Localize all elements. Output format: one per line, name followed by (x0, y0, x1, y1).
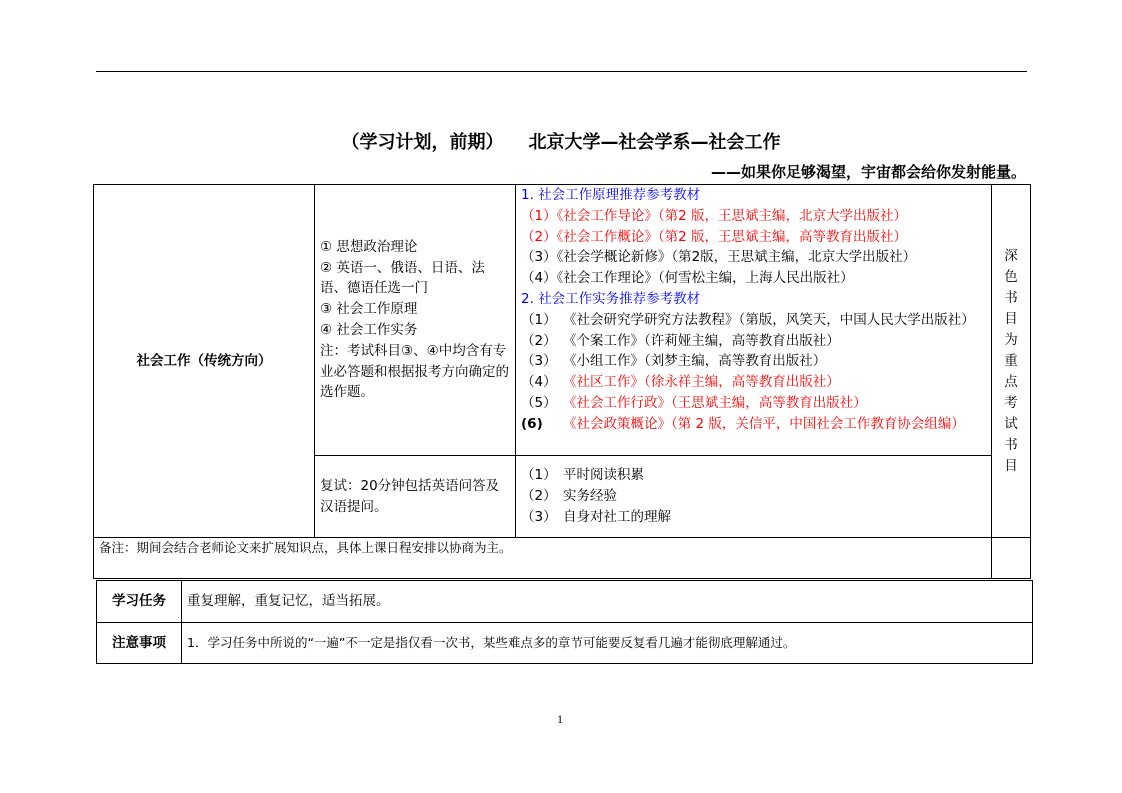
subject: ① 思想政治理论 (320, 238, 418, 255)
list-item (521, 393, 986, 414)
book-item: （3）《社会学概论新修》（第2版，王思斌主编，北京大学出版社） (521, 249, 917, 266)
item-text: 《个案工作》（许莉娅主编，高等教育出版社） (563, 332, 840, 349)
item-text: 实务经验 (563, 488, 617, 505)
task-table (96, 580, 1033, 664)
item-text: 平时阅读积累 (563, 467, 644, 484)
list-item (521, 465, 986, 486)
item-number: （5） (521, 394, 557, 411)
item-text: 《小组工作》（刘梦主编，高等教育出版社） (563, 353, 827, 370)
major-cell: 社会工作（传统方向） (94, 185, 315, 538)
empty-cell (992, 538, 1031, 579)
retest-cell: 复试：20分钟包括英语问答及汉语提问。 (315, 456, 516, 538)
list-item (521, 372, 986, 393)
item-text: 《社会研究学研究方法教程》（第版，风笑天，中国人民大学出版社） (563, 311, 975, 328)
motto: ——如果你足够渴望，宇宙都会给你发射能量。 (710, 163, 1026, 181)
task-label: 学习任务 (97, 581, 182, 623)
subject: ② 英语一、俄语、日语、法语、德语任选一门 (320, 259, 485, 297)
remark: 备注：期间会结合老师论文来扩展知识点，具体上课日程安排以协商为主。 (94, 538, 992, 579)
item-number: （3） (521, 353, 557, 370)
list-item (521, 507, 986, 528)
notes-text: 1．学习任务中所说的“一遍”不一定是指仅看一次书，某些难点多的章节可能要反复看几遍才能彻底理解通过。 (182, 623, 1033, 664)
item-text: 《社会政策概论》（第 2 版，关信平，中国社会工作教育协会组编） (563, 415, 965, 432)
item-number: （2） (521, 332, 557, 349)
list-item (521, 310, 986, 331)
item-text: 自身对社工的理解 (563, 508, 671, 525)
page-number: 1 (557, 712, 563, 726)
subjects-cell (315, 185, 516, 456)
item-number: （1） (521, 311, 557, 328)
item-number: （3） (521, 508, 557, 525)
item-text: 《社会工作行政》（王思斌主编，高等教育出版社） (563, 394, 867, 411)
plan-table (93, 184, 1031, 579)
subject: ④ 社会工作实务 (320, 322, 418, 338)
list-item (521, 414, 986, 435)
side-note: 深色书目为重点考试书目 (992, 185, 1031, 538)
header-rule (96, 71, 1027, 72)
notes-label: 注意事项 (97, 623, 182, 664)
item-number: (6) (521, 415, 543, 432)
section-heading: 2. 社会工作实务推荐参考教材 (521, 290, 701, 307)
book-item: （4）《社会工作理论》（何雪松主编，上海人民出版社） (521, 270, 854, 287)
item-number: （2） (521, 488, 557, 505)
subject: ③ 社会工作原理 (320, 301, 418, 318)
retest-items-cell (516, 456, 992, 538)
subject-note: 注：考试科目③、④中均含有专业必答题和根据报考方向确定的选作题。 (320, 342, 509, 401)
item-text: 《社区工作》（徐永祥主编，高等教育出版社） (563, 374, 840, 391)
book-item: （1）《社会工作导论》（第2 版，王思斌主编，北京大学出版社） (521, 207, 907, 224)
task-text: 重复理解，重复记忆，适当拓展。 (182, 581, 1033, 623)
item-number: （4） (521, 374, 557, 391)
page-title: （学习计划，前期） 北京大学—社会学系—社会工作 (341, 132, 781, 153)
list-item (521, 486, 986, 507)
list-item (521, 351, 986, 372)
books-cell (516, 185, 992, 456)
item-number: （1） (521, 467, 557, 484)
book-item: （2）《社会工作概论》（第2 版，王思斌主编，高等教育出版社） (521, 228, 907, 245)
section-heading: 1. 社会工作原理推荐参考教材 (521, 187, 701, 203)
list-item (521, 331, 986, 352)
